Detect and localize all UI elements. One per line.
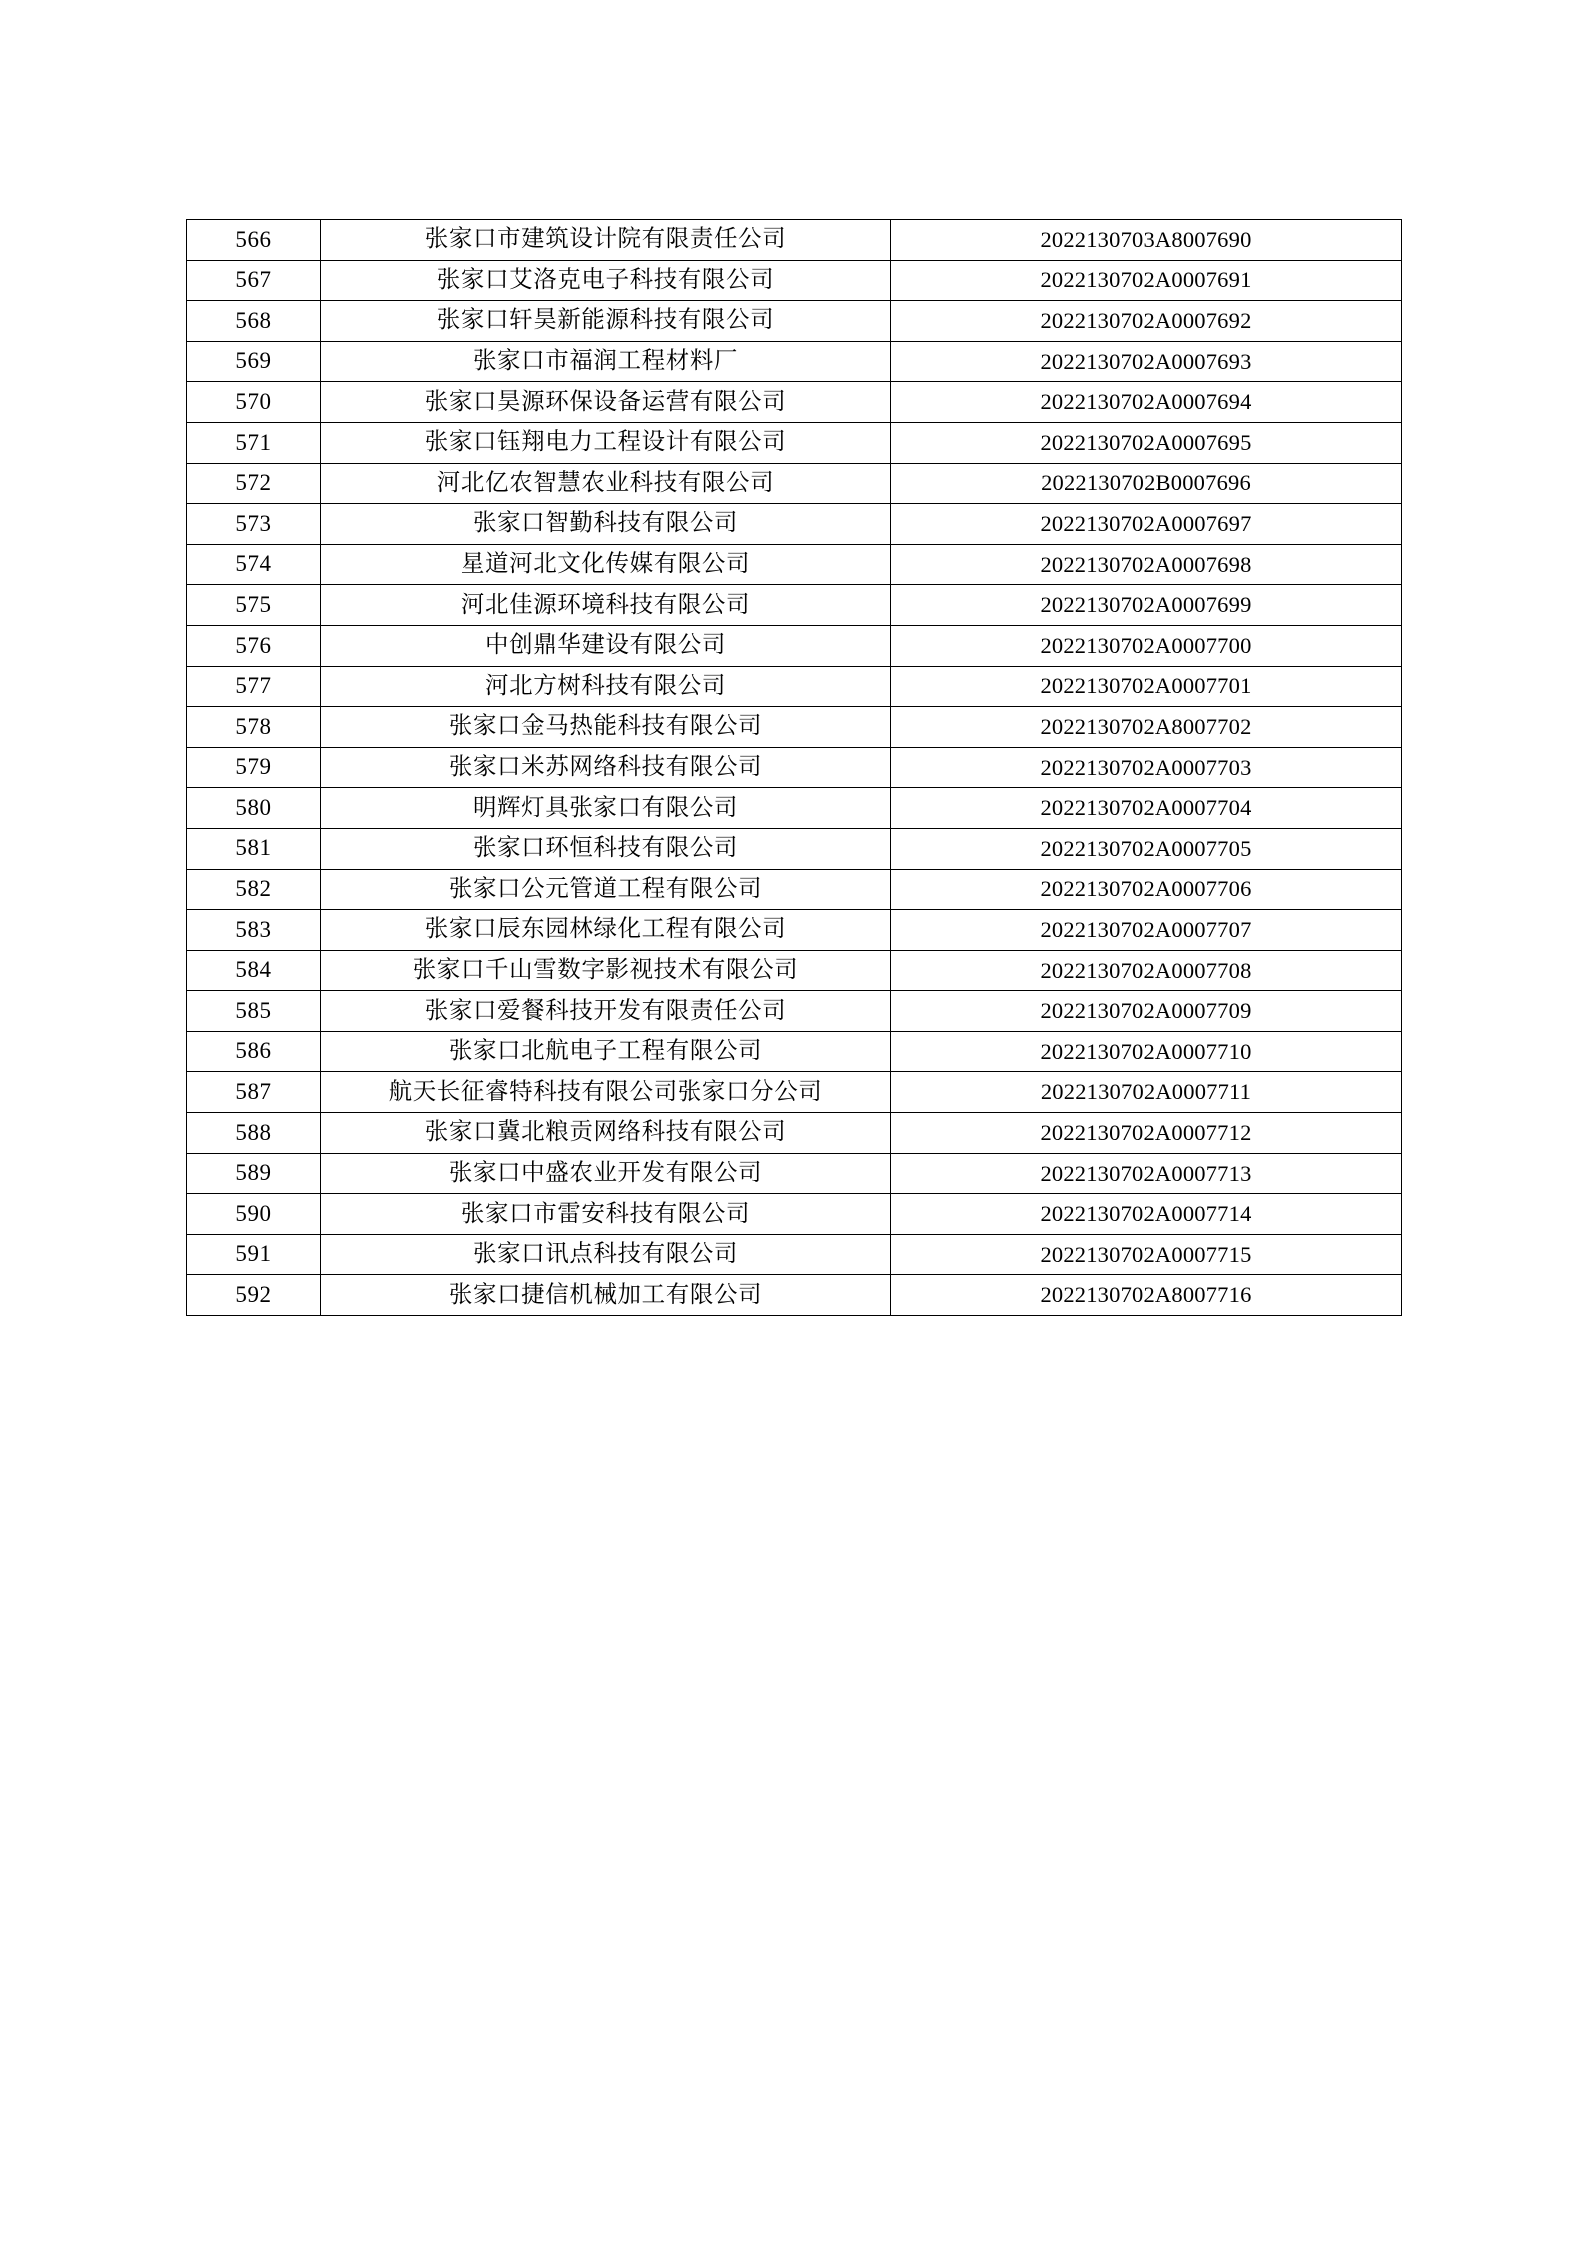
cell-sequence-number: 575 (187, 585, 321, 626)
cell-registration-code: 2022130702A0007709 (891, 991, 1402, 1032)
cell-sequence-number: 590 (187, 1194, 321, 1235)
cell-company-name: 张家口捷信机械加工有限公司 (321, 1275, 891, 1316)
table-row (187, 1072, 1402, 1113)
cell-company-name: 张家口金马热能科技有限公司 (321, 707, 891, 748)
cell-registration-code: 2022130702A0007708 (891, 950, 1402, 991)
table-row (187, 422, 1402, 463)
cell-registration-code: 2022130702A0007691 (891, 260, 1402, 301)
cell-sequence-number: 584 (187, 950, 321, 991)
registry-table (186, 219, 1402, 1316)
table-row (187, 341, 1402, 382)
cell-registration-code: 2022130702A0007707 (891, 910, 1402, 951)
table-row (187, 1234, 1402, 1275)
table-row (187, 1113, 1402, 1154)
cell-company-name: 张家口爱餐科技开发有限责任公司 (321, 991, 891, 1032)
cell-sequence-number: 571 (187, 422, 321, 463)
cell-company-name: 张家口市福润工程材料厂 (321, 341, 891, 382)
cell-sequence-number: 585 (187, 991, 321, 1032)
cell-company-name: 张家口北航电子工程有限公司 (321, 1031, 891, 1072)
cell-registration-code: 2022130703A8007690 (891, 220, 1402, 261)
cell-company-name: 张家口环恒科技有限公司 (321, 828, 891, 869)
table-row (187, 625, 1402, 666)
cell-company-name: 张家口智勤科技有限公司 (321, 504, 891, 545)
cell-registration-code: 2022130702A0007715 (891, 1234, 1402, 1275)
table-row (187, 1275, 1402, 1316)
cell-sequence-number: 570 (187, 382, 321, 423)
cell-sequence-number: 572 (187, 463, 321, 504)
cell-registration-code: 2022130702A0007706 (891, 869, 1402, 910)
registry-table-body (187, 220, 1402, 1316)
cell-sequence-number: 577 (187, 666, 321, 707)
cell-registration-code: 2022130702A0007692 (891, 301, 1402, 342)
table-row (187, 585, 1402, 626)
table-row (187, 1153, 1402, 1194)
table-row (187, 991, 1402, 1032)
cell-registration-code: 2022130702A0007695 (891, 422, 1402, 463)
cell-sequence-number: 576 (187, 625, 321, 666)
table-row (187, 747, 1402, 788)
cell-company-name: 航天长征睿特科技有限公司张家口分公司 (321, 1072, 891, 1113)
cell-registration-code: 2022130702A0007698 (891, 544, 1402, 585)
cell-company-name: 张家口市雷安科技有限公司 (321, 1194, 891, 1235)
cell-sequence-number: 592 (187, 1275, 321, 1316)
table-row (187, 382, 1402, 423)
cell-registration-code: 2022130702A0007693 (891, 341, 1402, 382)
cell-registration-code: 2022130702A0007700 (891, 625, 1402, 666)
cell-sequence-number: 578 (187, 707, 321, 748)
cell-sequence-number: 586 (187, 1031, 321, 1072)
cell-company-name: 张家口钰翔电力工程设计有限公司 (321, 422, 891, 463)
cell-registration-code: 2022130702A0007710 (891, 1031, 1402, 1072)
table-row (187, 1031, 1402, 1072)
cell-sequence-number: 567 (187, 260, 321, 301)
table-row (187, 869, 1402, 910)
table-row (187, 463, 1402, 504)
cell-company-name: 张家口中盛农业开发有限公司 (321, 1153, 891, 1194)
cell-sequence-number: 582 (187, 869, 321, 910)
cell-company-name: 张家口市建筑设计院有限责任公司 (321, 220, 891, 261)
cell-company-name: 星道河北文化传媒有限公司 (321, 544, 891, 585)
cell-registration-code: 2022130702A0007711 (891, 1072, 1402, 1113)
cell-sequence-number: 580 (187, 788, 321, 829)
table-row (187, 910, 1402, 951)
cell-company-name: 张家口千山雪数字影视技术有限公司 (321, 950, 891, 991)
cell-registration-code: 2022130702A8007716 (891, 1275, 1402, 1316)
table-row (187, 950, 1402, 991)
cell-registration-code: 2022130702A0007697 (891, 504, 1402, 545)
cell-registration-code: 2022130702A8007702 (891, 707, 1402, 748)
table-row (187, 707, 1402, 748)
cell-company-name: 张家口冀北粮贡网络科技有限公司 (321, 1113, 891, 1154)
cell-company-name: 河北亿农智慧农业科技有限公司 (321, 463, 891, 504)
cell-registration-code: 2022130702A0007694 (891, 382, 1402, 423)
cell-sequence-number: 568 (187, 301, 321, 342)
cell-company-name: 张家口米苏网络科技有限公司 (321, 747, 891, 788)
cell-sequence-number: 574 (187, 544, 321, 585)
cell-company-name: 张家口讯点科技有限公司 (321, 1234, 891, 1275)
cell-sequence-number: 581 (187, 828, 321, 869)
table-row (187, 504, 1402, 545)
table-row (187, 1194, 1402, 1235)
cell-sequence-number: 591 (187, 1234, 321, 1275)
cell-sequence-number: 589 (187, 1153, 321, 1194)
cell-sequence-number: 566 (187, 220, 321, 261)
table-row (187, 544, 1402, 585)
cell-sequence-number: 579 (187, 747, 321, 788)
cell-company-name: 张家口昊源环保设备运营有限公司 (321, 382, 891, 423)
cell-company-name: 张家口艾洛克电子科技有限公司 (321, 260, 891, 301)
cell-registration-code: 2022130702B0007696 (891, 463, 1402, 504)
cell-company-name: 张家口辰东园林绿化工程有限公司 (321, 910, 891, 951)
table-row (187, 788, 1402, 829)
table-row (187, 666, 1402, 707)
table-row (187, 220, 1402, 261)
table-row (187, 260, 1402, 301)
cell-registration-code: 2022130702A0007714 (891, 1194, 1402, 1235)
cell-sequence-number: 588 (187, 1113, 321, 1154)
cell-company-name: 中创鼎华建设有限公司 (321, 625, 891, 666)
cell-registration-code: 2022130702A0007703 (891, 747, 1402, 788)
registry-table-container (186, 219, 1401, 1316)
cell-company-name: 河北方树科技有限公司 (321, 666, 891, 707)
cell-company-name: 张家口轩昊新能源科技有限公司 (321, 301, 891, 342)
cell-company-name: 张家口公元管道工程有限公司 (321, 869, 891, 910)
cell-registration-code: 2022130702A0007699 (891, 585, 1402, 626)
cell-registration-code: 2022130702A0007712 (891, 1113, 1402, 1154)
cell-registration-code: 2022130702A0007704 (891, 788, 1402, 829)
cell-sequence-number: 573 (187, 504, 321, 545)
cell-sequence-number: 569 (187, 341, 321, 382)
cell-registration-code: 2022130702A0007705 (891, 828, 1402, 869)
table-row (187, 828, 1402, 869)
cell-registration-code: 2022130702A0007713 (891, 1153, 1402, 1194)
cell-sequence-number: 583 (187, 910, 321, 951)
cell-registration-code: 2022130702A0007701 (891, 666, 1402, 707)
cell-company-name: 河北佳源环境科技有限公司 (321, 585, 891, 626)
cell-sequence-number: 587 (187, 1072, 321, 1113)
cell-company-name: 明辉灯具张家口有限公司 (321, 788, 891, 829)
table-row (187, 301, 1402, 342)
